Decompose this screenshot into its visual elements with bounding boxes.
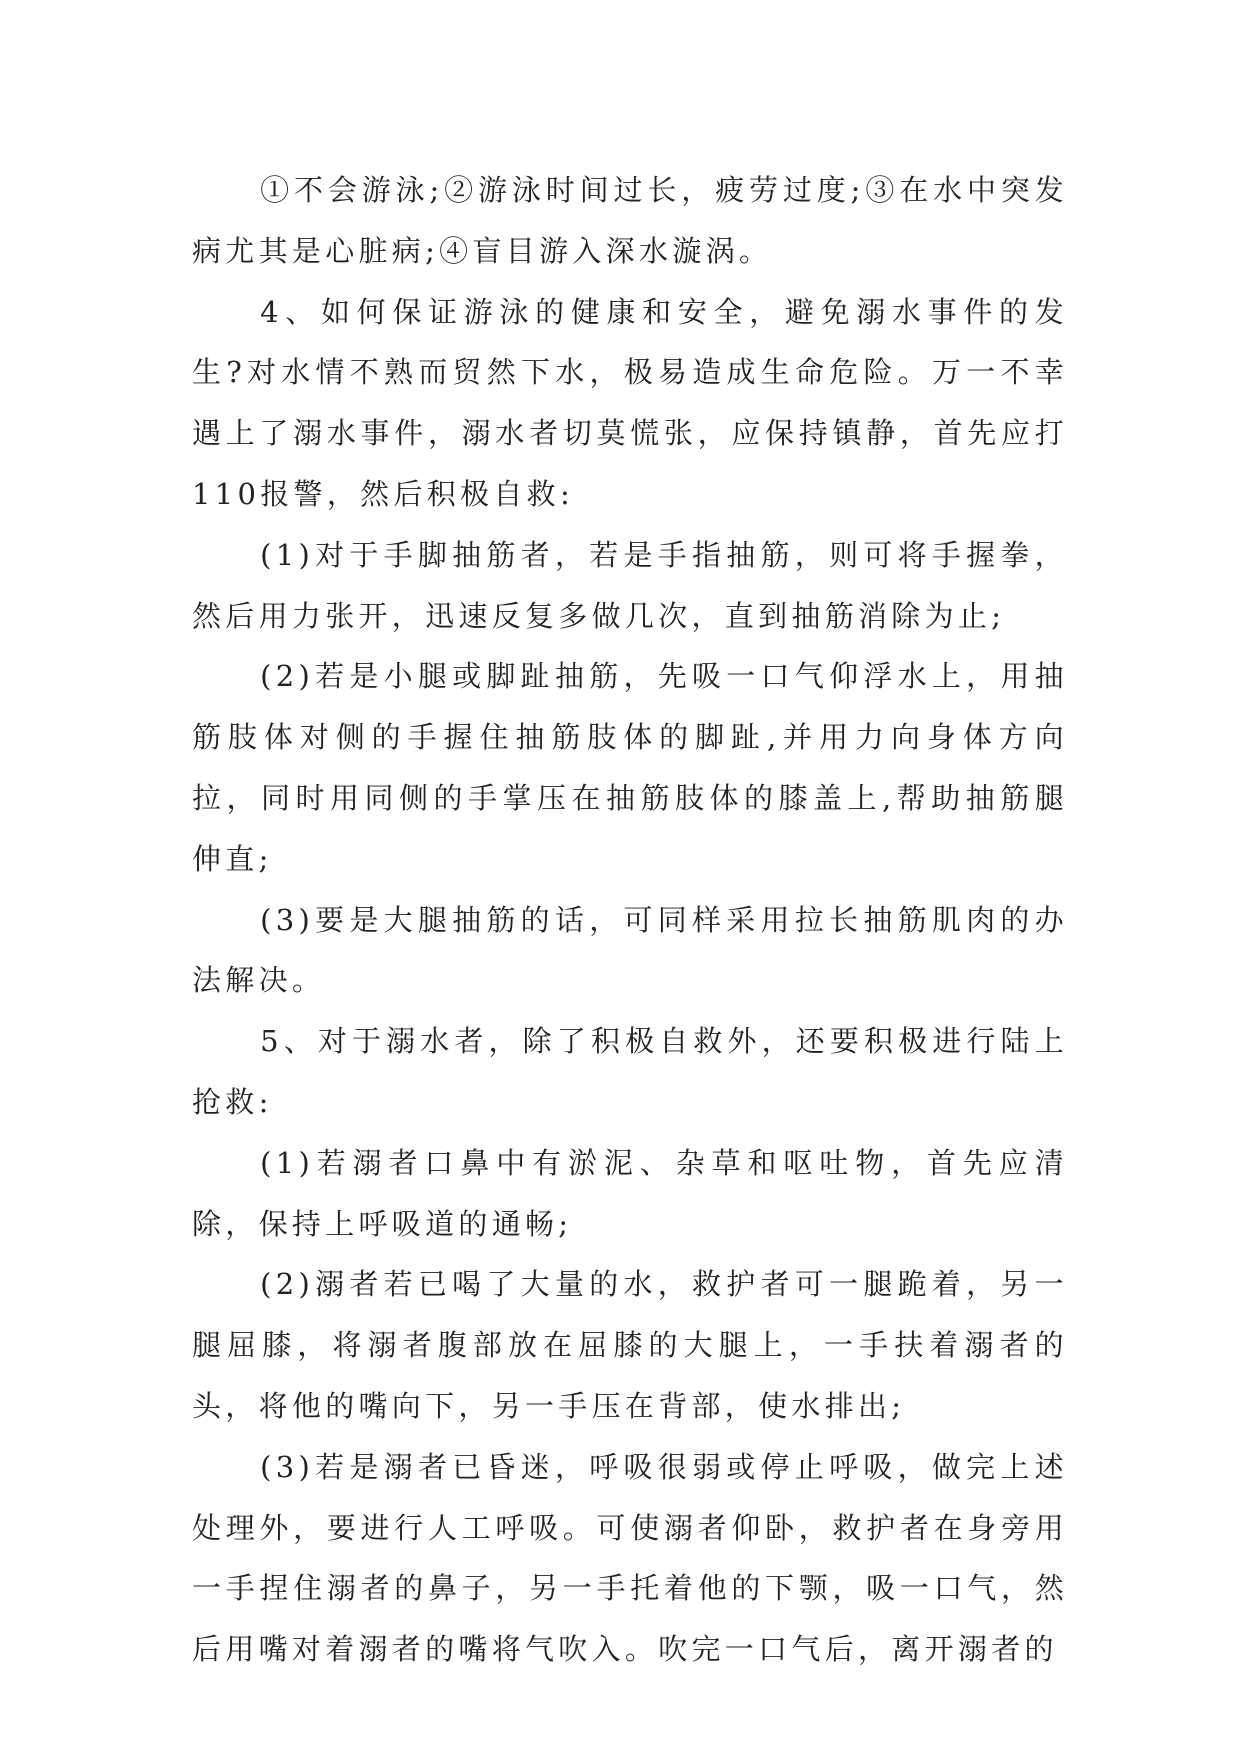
paragraph-section-4: 4、如何保证游泳的健康和安全，避免溺水事件的发生?对水情不熟而贸然下水，极易造成生命危险。万一不幸遇上了溺水事件，溺水者切莫慌张，应保持镇静，首先应打110报警，然后积极自救: bbox=[192, 294, 1068, 511]
paragraph-calf-cramp: (2)若是小腿或脚趾抽筋，先吸一口气仰浮水上，用抽筋肢体对侧的手握住抽筋肢体的脚趾,并用力向身体方向拉，同时用同侧的手掌压在抽筋肢体的膝盖上,帮助抽筋腿伸直; bbox=[192, 659, 1068, 876]
paragraph-section-5: 5、对于溺水者，除了积极自救外，还要积极进行陆上抢救: bbox=[192, 1024, 1068, 1119]
paragraph-hand-cramp: (1)对于手脚抽筋者，若是手指抽筋，则可将手握拳，然后用力张开，迅速反复多做几次，直到抽筋消除为止; bbox=[192, 537, 1068, 633]
paragraph-drowning-causes: ①不会游泳;②游泳时间过长，疲劳过度;③在水中突发病尤其是心脏病;④盲目游入深水漩涡。 bbox=[192, 173, 1068, 268]
document-page bbox=[192, 160, 1068, 1680]
paragraph-thigh-cramp: (3)要是大腿抽筋的话，可同样采用拉长抽筋肌肉的办法解决。 bbox=[192, 902, 1068, 998]
paragraph-clear-airway: (1)若溺者口鼻中有淤泥、杂草和呕吐物，首先应清除，保持上呼吸道的通畅; bbox=[192, 1145, 1068, 1241]
paragraph-artificial-respiration: (3)若是溺者已昏迷，呼吸很弱或停止呼吸，做完上述处理外，要进行人工呼吸。可使溺者仰卧，救护者在身旁用一手捏住溺者的鼻子，另一手托着他的下颚，吸一口气，然后用嘴对着溺者的嘴将气吹入。吹完一口气后，离开溺者的 bbox=[192, 1449, 1068, 1667]
paragraph-drain-water: (2)溺者若已喝了大量的水，救护者可一腿跪着，另一腿屈膝，将溺者腹部放在屈膝的大腿上，一手扶着溺者的头，将他的嘴向下，另一手压在背部，使水排出; bbox=[192, 1267, 1068, 1423]
